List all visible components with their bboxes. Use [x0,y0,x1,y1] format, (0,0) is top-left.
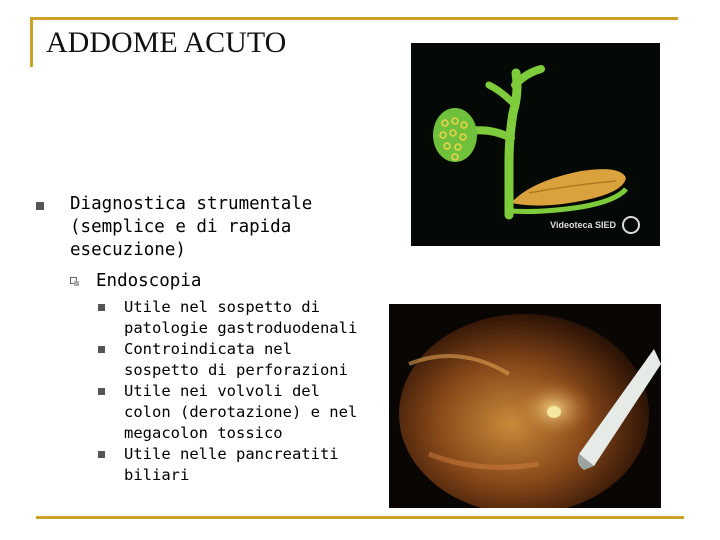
bullet-square-icon [98,304,105,311]
bullet-level2-text: Endoscopia [96,271,202,291]
list-item-text: Utile nei volvoli del colon (derotazione) e nel megacolon tossico [124,382,358,442]
bullet-square-icon [98,388,105,395]
bullet-hollow-square-icon [70,277,77,284]
frame-left-line [30,17,33,67]
endoscopy-view-drawing [389,304,661,508]
bullet-square-icon [98,451,105,458]
biliary-illustration-image [411,43,660,246]
list-item-text: Utile nelle pancreatiti biliari [124,445,339,484]
endoscopy-photo [389,304,661,508]
bullet-square-icon [36,202,44,210]
bullet-square-icon [98,346,105,353]
frame-top-line [30,17,678,20]
list-item [98,381,358,444]
list-item [98,444,358,486]
list-item-text: Utile nel sospetto di patologie gastroduodenali [124,298,358,337]
list-item [98,297,358,339]
slide-title: ADDOME ACUTO [46,26,287,59]
frame-bottom-line [36,516,684,519]
list-item-text: Controindicata nel sospetto di perforazioni [124,340,348,379]
sub-bullet-list [98,297,358,486]
biliary-tree-drawing [411,43,660,246]
sied-logo-icon [622,216,640,234]
list-item [98,339,358,381]
image-caption: Videoteca SIED [550,220,616,230]
bullet-level1-text: Diagnostica strumentale (semplice e di rapida esecuzione) [70,194,313,260]
